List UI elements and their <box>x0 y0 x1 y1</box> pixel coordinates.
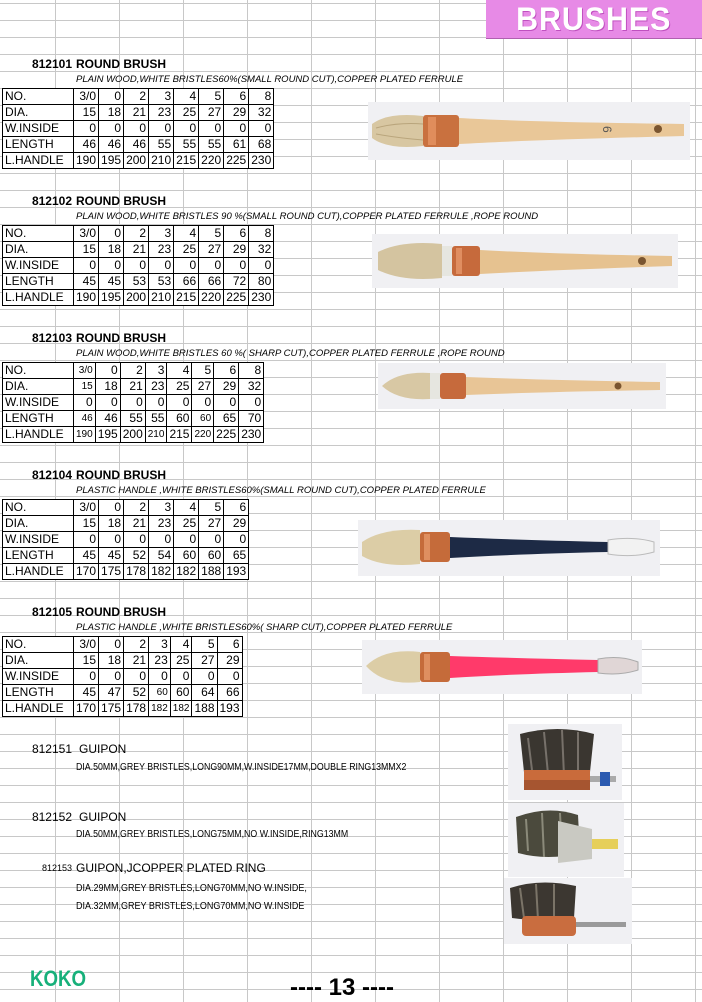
spec-label: LENGTH <box>3 137 74 153</box>
spec-value: 200 <box>124 290 149 306</box>
spec-value: 45 <box>99 548 124 564</box>
spec-value: 8 <box>239 363 264 379</box>
product-code: 812102 <box>31 194 72 208</box>
spec-value: 8 <box>249 226 274 242</box>
spec-value: 15 <box>74 242 99 258</box>
spec-value: 0 <box>192 669 217 685</box>
spec-table <box>2 636 243 717</box>
brush-photo <box>358 520 660 576</box>
spec-value: 3/0 <box>74 500 99 516</box>
spec-value: 200 <box>124 153 149 169</box>
spec-label: W.INSIDE <box>3 532 74 548</box>
spec-value: 0 <box>149 669 171 685</box>
spec-label: W.INSIDE <box>3 121 74 137</box>
guipon-photo <box>504 878 632 944</box>
spec-value: 210 <box>149 153 174 169</box>
guipon-description: DIA.50MM,GREY BRISTLES,LONG90MM,W.INSIDE17MM,DOUBLE RING13MMX2 <box>76 762 407 773</box>
spec-value: 53 <box>124 274 149 290</box>
spec-value: 18 <box>99 242 124 258</box>
spec-value: 175 <box>99 564 124 580</box>
spec-value: 60 <box>170 685 192 701</box>
spec-value: 29 <box>224 516 249 532</box>
spec-value: 54 <box>149 548 174 564</box>
spec-value: 15 <box>74 516 99 532</box>
product-header <box>0 194 166 208</box>
spec-label: LENGTH <box>3 274 74 290</box>
spec-value: 0 <box>74 669 99 685</box>
spec-value: 215 <box>174 153 199 169</box>
spec-value: 4 <box>170 637 192 653</box>
spec-value: 15 <box>74 379 96 395</box>
spec-value: 182 <box>149 564 174 580</box>
spec-value: 215 <box>174 290 199 306</box>
spec-value: 65 <box>214 411 239 427</box>
spec-value: 182 <box>170 701 192 717</box>
spec-row-handle <box>3 153 274 169</box>
product-name: ROUND BRUSH <box>76 57 166 71</box>
spec-value: 188 <box>199 564 224 580</box>
spec-label: L.HANDLE <box>3 701 74 717</box>
spec-value: 29 <box>214 379 239 395</box>
spec-value: 68 <box>249 137 274 153</box>
spec-value: 66 <box>199 274 224 290</box>
product-description: PLASTIC HANDLE ,WHITE BRISTLES60%(SMALL ROUND CUT),COPPER PLATED FERRULE <box>76 485 486 496</box>
guipon-photo <box>508 803 624 877</box>
product-code: 812105 <box>31 605 72 619</box>
spec-label: NO. <box>3 637 74 653</box>
spec-value: 0 <box>99 226 124 242</box>
spec-label: LENGTH <box>3 548 74 564</box>
spec-value: 21 <box>124 105 149 121</box>
guipon-description: DIA.29MM,GREY BRISTLES,LONG70MM,NO W.INSIDE, <box>76 883 307 894</box>
spec-row-winside <box>3 258 274 274</box>
spec-value: 0 <box>145 395 167 411</box>
guipon-code: 812151 <box>31 742 72 756</box>
spec-value: 55 <box>145 411 167 427</box>
spec-value: 18 <box>99 516 124 532</box>
spec-row-length <box>3 548 249 564</box>
spec-value: 0 <box>99 532 124 548</box>
spec-row-dia <box>3 105 274 121</box>
spec-row-winside <box>3 669 243 685</box>
spec-value: 6 <box>224 89 249 105</box>
spec-row-dia <box>3 379 264 395</box>
spec-value: 0 <box>199 121 224 137</box>
banner-title: BRUSHES <box>516 0 672 37</box>
spec-value: 0 <box>167 395 192 411</box>
spec-value: 225 <box>224 290 249 306</box>
spec-value: 80 <box>249 274 274 290</box>
spec-value: 2 <box>124 500 149 516</box>
spec-value: 45 <box>74 274 99 290</box>
spec-value: 0 <box>99 258 124 274</box>
spec-value: 47 <box>99 685 124 701</box>
spec-value: 0 <box>199 532 224 548</box>
spec-value: 195 <box>99 153 124 169</box>
spec-value: 0 <box>120 395 145 411</box>
spec-value: 45 <box>74 548 99 564</box>
spec-value: 182 <box>149 701 171 717</box>
spec-value: 6 <box>214 363 239 379</box>
spec-row-no <box>3 89 274 105</box>
spec-label: DIA. <box>3 516 74 532</box>
spec-value: 230 <box>249 290 274 306</box>
spec-label: L.HANDLE <box>3 564 74 580</box>
product-name: ROUND BRUSH <box>76 605 166 619</box>
spec-value: 170 <box>74 564 99 580</box>
spec-value: 2 <box>124 226 149 242</box>
brush-photo <box>378 363 666 409</box>
spec-value: 6 <box>224 500 249 516</box>
spec-value: 72 <box>224 274 249 290</box>
spec-value: 61 <box>224 137 249 153</box>
spec-row-length <box>3 685 243 701</box>
spec-value: 0 <box>174 532 199 548</box>
spec-value: 25 <box>174 516 199 532</box>
spec-value: 23 <box>149 653 171 669</box>
guipon-copper-ring-image <box>504 878 632 944</box>
spec-value: 55 <box>174 137 199 153</box>
guipon-code: 812153 <box>41 863 72 873</box>
spec-value: 0 <box>149 532 174 548</box>
product-header <box>0 605 166 619</box>
spec-value: 23 <box>149 105 174 121</box>
spec-value: 0 <box>224 532 249 548</box>
spec-value: 64 <box>192 685 217 701</box>
spec-value: 46 <box>124 137 149 153</box>
brush-photo <box>362 640 642 694</box>
spec-value: 0 <box>99 637 124 653</box>
spec-value: 60 <box>199 548 224 564</box>
spec-value: 0 <box>99 500 124 516</box>
spec-label: L.HANDLE <box>3 290 74 306</box>
spec-value: 25 <box>174 242 199 258</box>
spec-value: 0 <box>239 395 264 411</box>
spec-value: 23 <box>149 516 174 532</box>
spec-value: 3 <box>145 363 167 379</box>
spec-value: 0 <box>217 669 242 685</box>
spec-value: 21 <box>124 653 149 669</box>
spec-value: 193 <box>217 701 242 717</box>
guipon-description: DIA.32MM,GREY BRISTLES,LONG70MM,NO W.INSIDE <box>76 901 305 912</box>
spec-value: 0 <box>99 89 124 105</box>
spec-value: 3/0 <box>74 89 99 105</box>
spec-table <box>2 362 264 443</box>
product-name: ROUND BRUSH <box>76 468 166 482</box>
page-number: ---- 13 ---- <box>290 974 394 1001</box>
spec-value: 0 <box>199 258 224 274</box>
spec-value: 55 <box>199 137 224 153</box>
spec-value: 4 <box>167 363 192 379</box>
spec-value: 25 <box>170 653 192 669</box>
spec-value: 3/0 <box>74 363 96 379</box>
spec-value: 188 <box>192 701 217 717</box>
spec-label: DIA. <box>3 653 74 669</box>
spec-value: 18 <box>95 379 120 395</box>
product-description: PLAIN WOOD,WHITE BRISTLES60%(SMALL ROUND CUT),COPPER PLATED FERRULE <box>76 74 464 85</box>
spec-value: 46 <box>74 411 96 427</box>
section-banner <box>486 0 702 39</box>
spec-value: 15 <box>74 653 99 669</box>
spec-value: 60 <box>174 548 199 564</box>
spec-value: 0 <box>99 669 124 685</box>
product-name: ROUND BRUSH <box>76 194 166 208</box>
product-description: PLAIN WOOD,WHITE BRISTLES 90 %(SMALL ROUND CUT),COPPER PLATED FERRULE ,ROPE ROUND <box>76 211 539 222</box>
spec-value: 5 <box>199 500 224 516</box>
spec-value: 220 <box>199 290 224 306</box>
spec-value: 52 <box>124 685 149 701</box>
spec-value: 230 <box>239 427 264 443</box>
spec-value: 0 <box>74 258 99 274</box>
spec-row-handle <box>3 701 243 717</box>
spec-value: 32 <box>249 242 274 258</box>
spec-value: 0 <box>249 258 274 274</box>
spec-label: W.INSIDE <box>3 395 74 411</box>
guipon-single-ring-image <box>508 803 624 877</box>
spec-value: 182 <box>174 564 199 580</box>
spec-label: LENGTH <box>3 685 74 701</box>
spec-value: 4 <box>174 500 199 516</box>
product-code: 812104 <box>31 468 72 482</box>
guipon-code: 812152 <box>31 810 72 824</box>
spec-row-dia <box>3 653 243 669</box>
spec-value: 23 <box>149 242 174 258</box>
brush-photo <box>368 102 690 160</box>
spec-value: 210 <box>145 427 167 443</box>
spec-value: 3/0 <box>74 637 99 653</box>
spec-value: 46 <box>95 411 120 427</box>
spec-row-length <box>3 274 274 290</box>
spec-value: 60 <box>149 685 171 701</box>
spec-table <box>2 499 249 580</box>
product-header <box>0 331 166 345</box>
spec-row-length <box>3 137 274 153</box>
spec-value: 0 <box>74 532 99 548</box>
guipon-name: GUIPON,JCOPPER PLATED RING <box>76 861 266 875</box>
spec-value: 6 <box>224 226 249 242</box>
guipon-name: GUIPON <box>79 742 127 756</box>
spec-value: 3 <box>149 500 174 516</box>
spec-value: 0 <box>224 121 249 137</box>
round-brush-wood-image <box>368 102 690 160</box>
spec-value: 55 <box>149 137 174 153</box>
spec-value: 32 <box>249 105 274 121</box>
spec-value: 66 <box>174 274 199 290</box>
spec-value: 220 <box>199 153 224 169</box>
spec-value: 2 <box>120 363 145 379</box>
spec-value: 0 <box>174 121 199 137</box>
spec-value: 23 <box>145 379 167 395</box>
spec-value: 2 <box>124 89 149 105</box>
spec-value: 175 <box>99 701 124 717</box>
spec-value: 220 <box>192 427 214 443</box>
product-header <box>0 468 166 482</box>
spec-label: W.INSIDE <box>3 258 74 274</box>
spec-value: 32 <box>239 379 264 395</box>
spec-value: 45 <box>74 685 99 701</box>
spec-value: 60 <box>167 411 192 427</box>
spec-value: 190 <box>74 427 96 443</box>
spec-value: 0 <box>170 669 192 685</box>
spec-value: 0 <box>74 121 99 137</box>
spec-value: 0 <box>249 121 274 137</box>
spec-row-handle <box>3 564 249 580</box>
spec-value: 4 <box>174 89 199 105</box>
spec-value: 25 <box>174 105 199 121</box>
spec-value: 21 <box>124 516 149 532</box>
spec-label: DIA. <box>3 105 74 121</box>
brand-logo: KOKO <box>30 966 87 991</box>
round-brush-black-handle-image <box>358 520 660 576</box>
spec-value: 0 <box>95 395 120 411</box>
spec-value: 178 <box>124 701 149 717</box>
spec-label: L.HANDLE <box>3 427 74 443</box>
spec-row-winside <box>3 532 249 548</box>
size-marking: 6 <box>600 126 614 133</box>
spec-row-handle <box>3 427 264 443</box>
spec-value: 0 <box>124 532 149 548</box>
spec-value: 0 <box>99 121 124 137</box>
spec-row-winside <box>3 121 274 137</box>
spec-value: 0 <box>74 395 96 411</box>
spec-value: 25 <box>167 379 192 395</box>
spec-value: 55 <box>120 411 145 427</box>
spec-value: 3 <box>149 89 174 105</box>
spec-value: 46 <box>99 137 124 153</box>
spec-label: NO. <box>3 89 74 105</box>
spec-value: 0 <box>95 363 120 379</box>
spec-value: 190 <box>74 290 99 306</box>
spec-row-length <box>3 411 264 427</box>
spec-value: 2 <box>124 637 149 653</box>
spec-value: 195 <box>95 427 120 443</box>
spec-value: 46 <box>74 137 99 153</box>
spec-value: 5 <box>192 363 214 379</box>
spec-value: 6 <box>217 637 242 653</box>
spec-value: 215 <box>167 427 192 443</box>
spec-value: 0 <box>224 258 249 274</box>
spec-value: 27 <box>199 516 224 532</box>
spec-value: 0 <box>124 258 149 274</box>
spec-value: 18 <box>99 653 124 669</box>
spec-value: 200 <box>120 427 145 443</box>
guipon-double-ring-image <box>508 724 622 800</box>
spec-value: 29 <box>224 242 249 258</box>
spec-value: 29 <box>217 653 242 669</box>
spec-row-handle <box>3 290 274 306</box>
spec-row-no <box>3 226 274 242</box>
spec-value: 60 <box>192 411 214 427</box>
product-description: PLASTIC HANDLE ,WHITE BRISTLES60%( SHARP CUT),COPPER PLATED FERRULE <box>76 622 453 633</box>
spec-value: 29 <box>224 105 249 121</box>
spec-value: 0 <box>174 258 199 274</box>
spec-value: 0 <box>124 121 149 137</box>
spec-value: 27 <box>199 242 224 258</box>
spec-row-dia <box>3 242 274 258</box>
spec-value: 0 <box>149 121 174 137</box>
guipon-description: DIA.50MM,GREY BRISTLES,LONG75MM,NO W.INSIDE,RING13MM <box>76 829 349 840</box>
spec-value: 52 <box>124 548 149 564</box>
spec-value: 5 <box>199 226 224 242</box>
spec-value: 3 <box>149 226 174 242</box>
spec-value: 0 <box>149 258 174 274</box>
spec-value: 21 <box>120 379 145 395</box>
spec-label: DIA. <box>3 242 74 258</box>
round-brush-rope-image <box>372 234 678 288</box>
spec-value: 45 <box>99 274 124 290</box>
spec-value: 27 <box>192 653 217 669</box>
spec-label: NO. <box>3 500 74 516</box>
product-code: 812101 <box>31 57 72 71</box>
spec-value: 193 <box>224 564 249 580</box>
spec-value: 53 <box>149 274 174 290</box>
spec-value: 170 <box>74 701 99 717</box>
spec-value: 3 <box>149 637 171 653</box>
spec-row-winside <box>3 395 264 411</box>
spec-label: LENGTH <box>3 411 74 427</box>
spec-label: W.INSIDE <box>3 669 74 685</box>
spec-value: 190 <box>74 153 99 169</box>
spec-label: L.HANDLE <box>3 153 74 169</box>
spec-value: 225 <box>214 427 239 443</box>
product-name: ROUND BRUSH <box>76 331 166 345</box>
spec-label: DIA. <box>3 379 74 395</box>
spec-value: 21 <box>124 242 149 258</box>
spec-label: NO. <box>3 226 74 242</box>
spec-row-dia <box>3 516 249 532</box>
brush-photo <box>372 234 678 288</box>
spec-value: 8 <box>249 89 274 105</box>
spec-value: 18 <box>99 105 124 121</box>
product-header <box>0 57 166 71</box>
spec-value: 0 <box>124 669 149 685</box>
spec-value: 70 <box>239 411 264 427</box>
spec-value: 5 <box>199 89 224 105</box>
spec-label: NO. <box>3 363 74 379</box>
round-brush-sharp-image <box>378 363 666 409</box>
round-brush-red-handle-image <box>362 640 642 694</box>
spec-row-no <box>3 500 249 516</box>
spec-value: 4 <box>174 226 199 242</box>
spec-value: 66 <box>217 685 242 701</box>
spec-value: 27 <box>199 105 224 121</box>
spec-value: 210 <box>149 290 174 306</box>
spec-row-no <box>3 637 243 653</box>
guipon-name: GUIPON <box>79 810 127 824</box>
spec-value: 27 <box>192 379 214 395</box>
spec-value: 0 <box>214 395 239 411</box>
spec-value: 225 <box>224 153 249 169</box>
spec-value: 178 <box>124 564 149 580</box>
spec-value: 3/0 <box>74 226 99 242</box>
spec-table <box>2 225 274 306</box>
spec-value: 5 <box>192 637 217 653</box>
spec-value: 0 <box>192 395 214 411</box>
spec-value: 65 <box>224 548 249 564</box>
guipon-photo <box>508 724 622 800</box>
product-description: PLAIN WOOD,WHITE BRISTLES 60 %( SHARP CUT),COPPER PLATED FERRULE ,ROPE ROUND <box>76 348 505 359</box>
spec-value: 230 <box>249 153 274 169</box>
spec-value: 15 <box>74 105 99 121</box>
product-code: 812103 <box>31 331 72 345</box>
spec-value: 195 <box>99 290 124 306</box>
spec-table <box>2 88 274 169</box>
spec-row-no <box>3 363 264 379</box>
